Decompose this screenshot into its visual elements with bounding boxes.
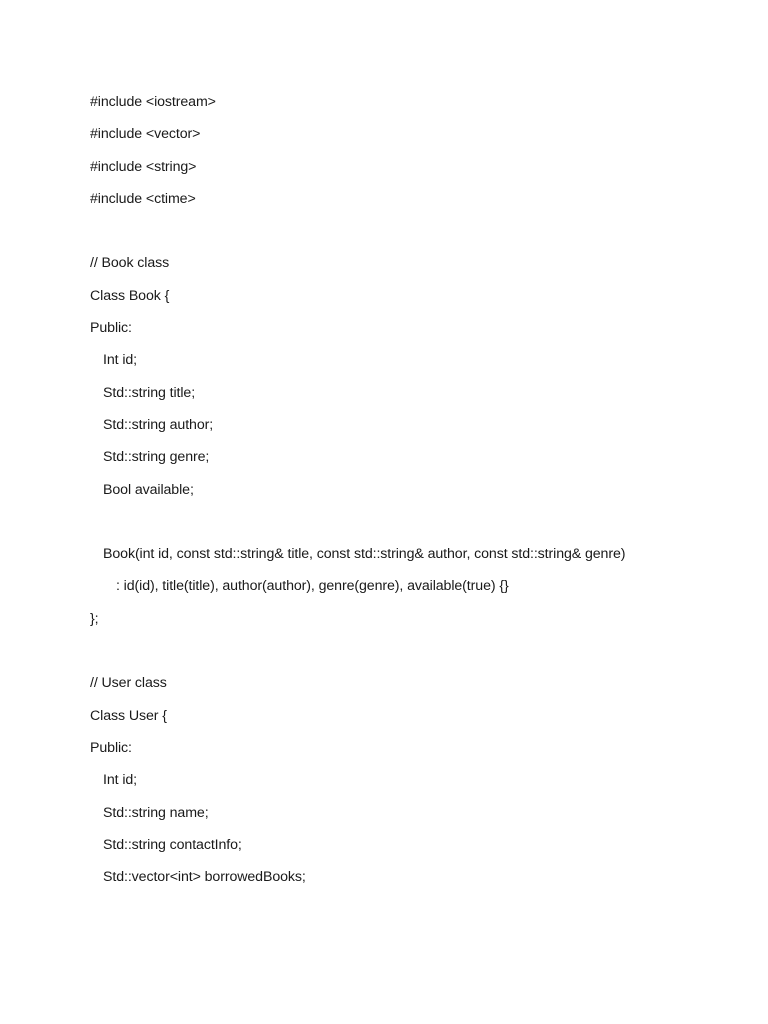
book-author-field: Std::string author; [103,416,214,433]
book-class-declaration: Class Book { [90,287,170,304]
book-id-field: Int id; [103,352,137,369]
include-string-line: #include <string> [90,158,197,175]
book-constructor-initializer: : id(id), title(title), author(author), genre(genre), available(true) {} [116,578,509,595]
book-class-comment: // Book class [90,255,170,272]
blank-line [90,511,730,543]
include-vector-line: #include <vector> [90,126,201,143]
user-class-declaration: Class User { [90,707,167,724]
user-class-comment: // User class [90,675,167,692]
blank-line [90,220,730,252]
document-body [90,91,730,898]
book-title-field: Std::string title; [103,384,196,401]
book-genre-field: Std::string genre; [103,449,210,466]
include-iostream-line: #include <iostream> [90,94,216,110]
blank-line [90,640,730,672]
book-available-field: Bool available; [103,481,194,498]
user-name-field: Std::string name; [103,804,209,821]
user-public-label: Public: [90,739,132,756]
book-constructor-signature: Book(int id, const std::string& title, const std::string& author, const std::string& genre) [103,546,626,563]
user-contactinfo-field: Std::string contactInfo; [103,836,242,853]
user-borrowedbooks-field: Std::vector<int> borrowedBooks; [103,869,306,886]
include-ctime-line: #include <ctime> [90,190,196,207]
book-class-closing: }; [90,610,99,627]
book-public-label: Public: [90,320,132,337]
user-id-field: Int id; [103,772,137,789]
